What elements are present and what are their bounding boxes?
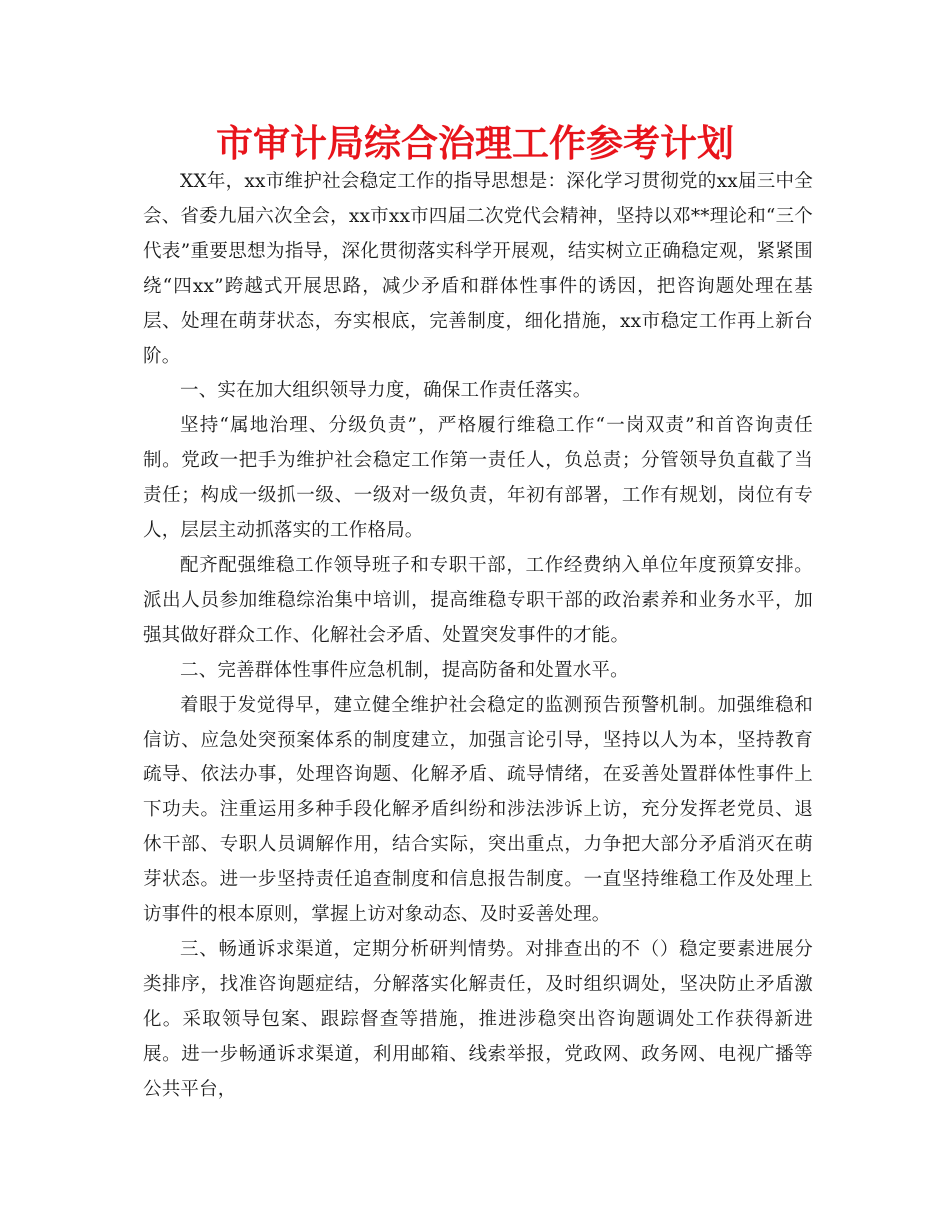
document-body: [143, 165, 813, 1107]
paragraph: 三、畅通诉求渠道，定期分析研判情势。对排查出的不（）稳定要素进展分类排序，找准咨询题症结，分解落实化解责任，及时组织调处，坚决防止矛盾激化。采取领导包案、跟踪督查等措施，推进涉稳突出咨询题调处工作获得新进展。进一步畅通诉求渠道，利用邮箱、线索举报，党政网、政务网、电视广播等公共平台，: [143, 938, 813, 1100]
paragraph: XX年，xx市维护社会稳定工作的指导思想是：深化学习贯彻党的xx届三中全会、省委九届六次全会，xx市xx市四届二次党代会精神，坚持以邓**理论和“三个代表”重要思想为指导，深化贯彻落实科学开展观，结实树立正确稳定观，紧紧围绕“四xx”跨越式开展思路，减少矛盾和群体性事件的诱因，把咨询题处理在基层、处理在萌芽状态，夯实根底，完善制度，细化措施，xx市稳定工作再上新台阶。: [143, 171, 813, 367]
paragraph: 着眼于发觉得早，建立健全维护社会稳定的监测预告预警机制。加强维稳和信访、应急处突预案体系的制度建立，加强言论引导，坚持以人为本，坚持教育疏导、依法办事，处理咨询题、化解矛盾、疏导情绪，在妥善处置群体性事件上下功夫。注重运用多种手段化解矛盾纠纷和涉法涉诉上访，充分发挥老党员、退休干部、专职人员调解作用，结合实际，突出重点，力争把大部分矛盾消灭在萌芽状态。进一步坚持责任追查制度和信息报告制度。一直坚持维稳工作及处理上访事件的根本原则，掌握上访对象动态、及时妥善处理。: [143, 694, 813, 926]
paragraph: 配齐配强维稳工作领导班子和专职干部，工作经费纳入单位年度预算安排。派出人员参加维稳综治集中培训，提高维稳专职干部的政治素养和业务水平，加强其做好群众工作、化解社会矛盾、处置突发事件的才能。: [143, 554, 813, 646]
section-heading: 二、完善群体性事件应急机制，提高防备和处置水平。: [180, 659, 629, 681]
section-heading: 一、实在加大组织领导力度，确保工作责任落实。: [180, 380, 592, 402]
document-title: 市审计局综合治理工作参考计划: [216, 122, 734, 165]
paragraph: 坚持“属地治理、分级负责”，严格履行维稳工作“一岗双责”和首咨询责任制。党政一把手为维护社会稳定工作第一责任人，负总责；分管领导负直截了当责任；构成一级抓一级、一级对一级负责，年初有部署，工作有规划，岗位有专人，层层主动抓落实的工作格局。: [143, 415, 813, 542]
